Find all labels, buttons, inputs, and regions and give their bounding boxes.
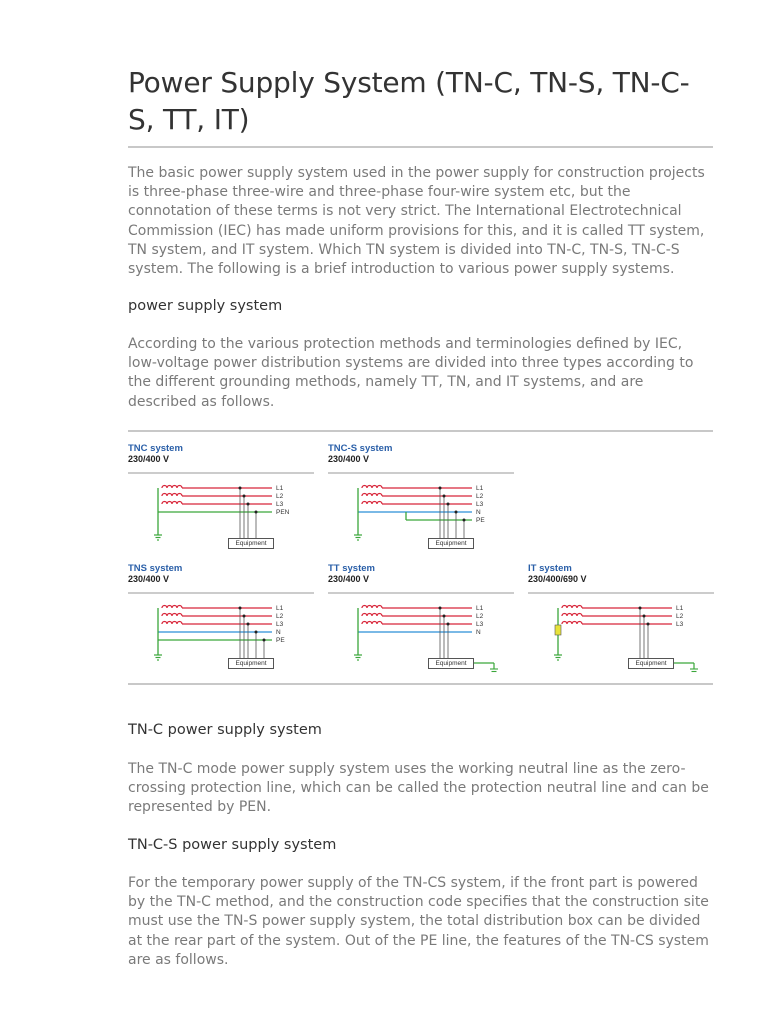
- diagram-voltage: 230/400/690 V: [528, 574, 587, 584]
- bus-label: N: [276, 628, 281, 636]
- bus-label: L1: [476, 484, 484, 492]
- section-heading-tn-c: TN-C power supply system: [128, 722, 322, 738]
- bus-label: L2: [476, 492, 484, 500]
- section-body-power-supply: According to the various protection methods and terminologies defined by IEC, low-voltage power distribution systems are divided into three types according to the different grounding methods, namely TT, TN, and IT systems, and are described as follows.: [128, 336, 694, 410]
- diagram-tt: [328, 563, 514, 673]
- diagram-title: TNS system: [128, 563, 183, 574]
- diagram-it: [528, 563, 714, 673]
- section-body-tn-c: The TN-C mode power supply system uses the working neutral line as the zero-crossing protection line, which can be called the protection neutral line and can be represented by PEN.: [128, 761, 709, 816]
- diagram-voltage: 230/400 V: [328, 574, 370, 584]
- equipment-box: Equipment: [228, 658, 274, 669]
- intro-paragraph: The basic power supply system used in the power supply for construction projects is three-phase three-wire and three-phase four-wire system etc, but the connotation of these terms is not very strict. The International Electrotechnical Commission (IEC) has made uniform provisions for this, and it is called TT system, TN system, and IT system. Which TN system is divided into TN-C, TN-S, TN-C-S system. The following is a brief introduction to various power supply systems.: [128, 165, 705, 278]
- bus-label: L2: [276, 492, 284, 500]
- diagram-tns: [128, 563, 314, 673]
- diagram-title: IT system: [528, 563, 572, 574]
- bus-label: L1: [476, 604, 484, 612]
- bus-label: PEN: [276, 508, 290, 516]
- bus-label: L2: [676, 612, 684, 620]
- diagram-title: TNC-S system: [328, 443, 393, 454]
- bus-label: L1: [276, 484, 284, 492]
- section-body-tn-c-s: For the temporary power supply of the TN-CS system, if the front part is powered by the TN-C method, and the construction code specifies that the construction site must use the TN-S power supply system, the total distribution box can be divided at the rear part of the system. Out of the PE line, the features of the TN-CS system are as follows.: [128, 875, 709, 968]
- section-heading-tn-c-s: TN-C-S power supply system: [128, 837, 337, 853]
- equipment-box: Equipment: [428, 538, 474, 549]
- diagram-tnc-s: [328, 443, 514, 553]
- title-divider: [128, 146, 713, 148]
- grounding-systems-figure: [128, 443, 713, 673]
- bus-label: L2: [276, 612, 284, 620]
- bus-label: L3: [676, 620, 684, 628]
- diagram-tnc: [128, 443, 314, 553]
- equipment-box: Equipment: [628, 658, 674, 669]
- equipment-box: Equipment: [228, 538, 274, 549]
- bus-label: L3: [276, 620, 284, 628]
- bus-label: PE: [476, 516, 485, 524]
- bus-label: L1: [276, 604, 284, 612]
- bus-label: L3: [476, 500, 484, 508]
- diagram-title: TNC system: [128, 443, 183, 454]
- bus-label: PE: [276, 636, 285, 644]
- bus-label: L3: [476, 620, 484, 628]
- bus-label: L1: [676, 604, 684, 612]
- page-title: Power Supply System (TN-C, TN-S, TN-C-S, TT, IT): [128, 66, 690, 136]
- section-heading-power-supply: power supply system: [128, 298, 283, 314]
- bus-label: L3: [276, 500, 284, 508]
- equipment-box: Equipment: [428, 658, 474, 669]
- diagram-voltage: 230/400 V: [328, 454, 370, 464]
- bus-label: N: [476, 628, 481, 636]
- figure-top-divider: [128, 430, 713, 432]
- diagram-voltage: 230/400 V: [128, 574, 170, 584]
- bus-label: L2: [476, 612, 484, 620]
- bus-label: N: [476, 508, 481, 516]
- diagram-title: TT system: [328, 563, 375, 574]
- figure-bottom-divider: [128, 683, 713, 685]
- diagram-voltage: 230/400 V: [128, 454, 170, 464]
